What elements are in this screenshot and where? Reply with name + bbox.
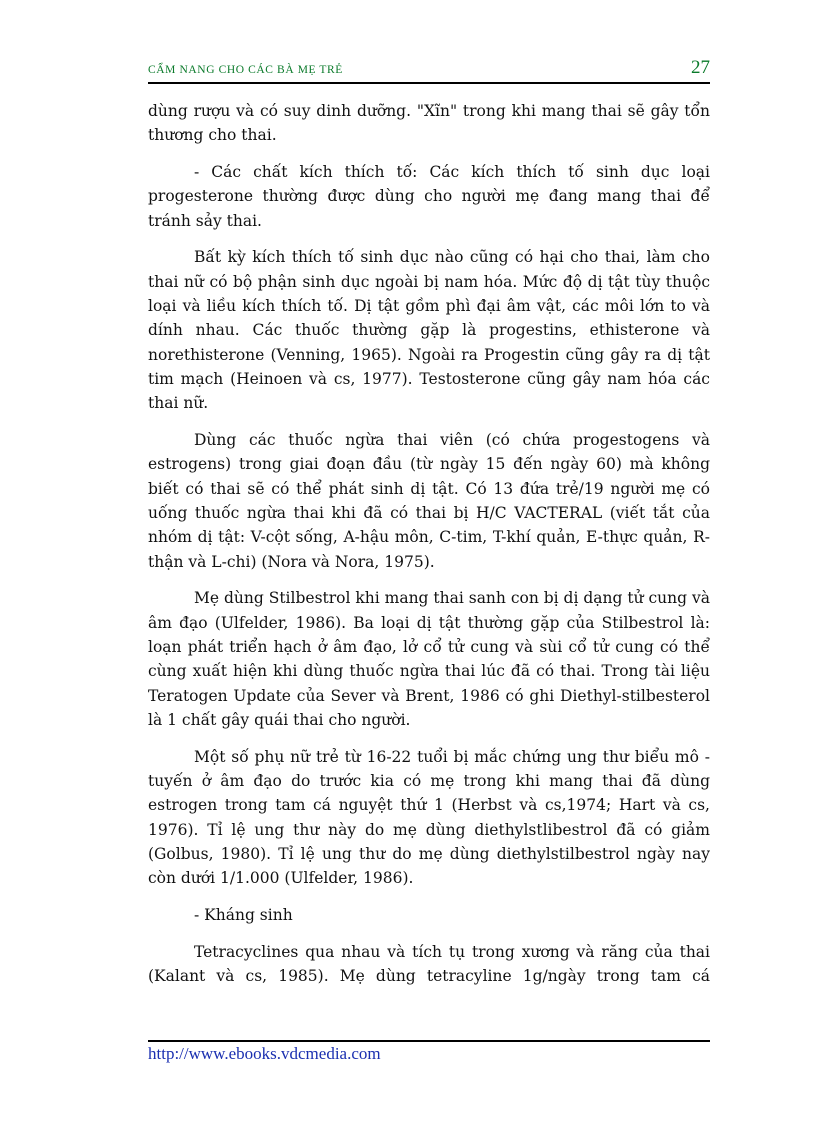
paragraph-6: Một số phụ nữ trẻ từ 16-22 tuổi bị mắc chứng ung thư biểu mô - tuyến ở âm đạo do trước kia có mẹ trong khi mang thai đã dùng estrogen trong tam cá nguyệt thứ 1 (Herbst và cs,1974; Hart và cs, 1976). Tỉ lệ ung thư này do mẹ dùng diethylstlibestrol đã có giảm (Golbus, 1980). Tỉ lệ ung thư do mẹ dùng diethylstilbestrol ngày nay còn dưới 1/1.000 (Ulfelder, 1986). bbox=[148, 747, 710, 888]
body-text bbox=[148, 99, 710, 1001]
page-number: 27 bbox=[691, 57, 710, 78]
header-divider bbox=[148, 82, 710, 84]
paragraph-1: dùng rượu và có suy dinh dưỡng. "Xĩn" trong khi mang thai sẽ gây tổn thương cho thai. bbox=[148, 102, 710, 145]
running-header-title: CẨM NANG CHO CÁC BÀ MẸ TRẺ bbox=[148, 64, 343, 76]
paragraph-7: Tetracyclines qua nhau và tích tụ trong xương và răng của thai (Kalant và cs, 1985). Mẹ dùng tetracyline 1g/ngày trong tam cá bbox=[148, 942, 710, 985]
paragraph-2: - Các chất kích thích tố: Các kích thích tố sinh dục loại progesterone thường được dùng cho người mẹ đang mang thai để tránh sảy thai. bbox=[148, 163, 710, 230]
paragraph-4: Dùng các thuốc ngừa thai viên (có chứa progestogens và estrogens) trong giai đoạn đầu (từ ngày 15 đến ngày 60) mà không biết có thai sẽ có thể phát sinh dị tật. Có 13 đứa trẻ/19 người mẹ có uống thuốc ngừa thai khi đã có thai bị H/C VACTERAL (viết tắt của nhóm dị tật: V-cột sống, A-hậu môn, C-tim, T-khí quản, E-thực quản, R-thận và L-chi) (Nora và Nora, 1975). bbox=[148, 431, 710, 571]
footer-divider bbox=[148, 1040, 710, 1042]
section-heading-antibiotics: - Kháng sinh bbox=[194, 905, 293, 924]
paragraph-3: Bất kỳ kích thích tố sinh dục nào cũng có hại cho thai, làm cho thai nữ có bộ phận sinh dục ngoài bị nam hóa. Mức độ dị tật tùy thuộc loại và liều kích thích tố. Dị tật gồm phì đại âm vật, các môi lớn to và dính nhau. Các thuốc thường gặp là progestins, ethisterone và norethisterone (Venning, 1965). Ngoài ra Progestin cũng gây ra dị tật tim mạch (Heinoen và cs, 1977). Testosterone cũng gây nam hóa các thai nữ. bbox=[148, 248, 710, 413]
paragraph-5: Mẹ dùng Stilbestrol khi mang thai sanh con bị dị dạng tử cung và âm đạo (Ulfelder, 1986). Ba loại dị tật thường gặp của Stilbestrol là: loạn phát triển hạch ở âm đạo, lở cổ tử cung và sùi cổ tử cung có thể cùng xuất hiện khi dùng thuốc ngừa thai lúc đã có thai. Trong tài liệu Teratogen Update của Sever và Brent, 1986 có ghi Diethyl-stilbesterol là 1 chất gây quái thai cho người. bbox=[148, 589, 710, 729]
footer-website-link[interactable]: http://www.ebooks.vdcmedia.com bbox=[148, 1044, 381, 1063]
page-header bbox=[148, 57, 710, 82]
